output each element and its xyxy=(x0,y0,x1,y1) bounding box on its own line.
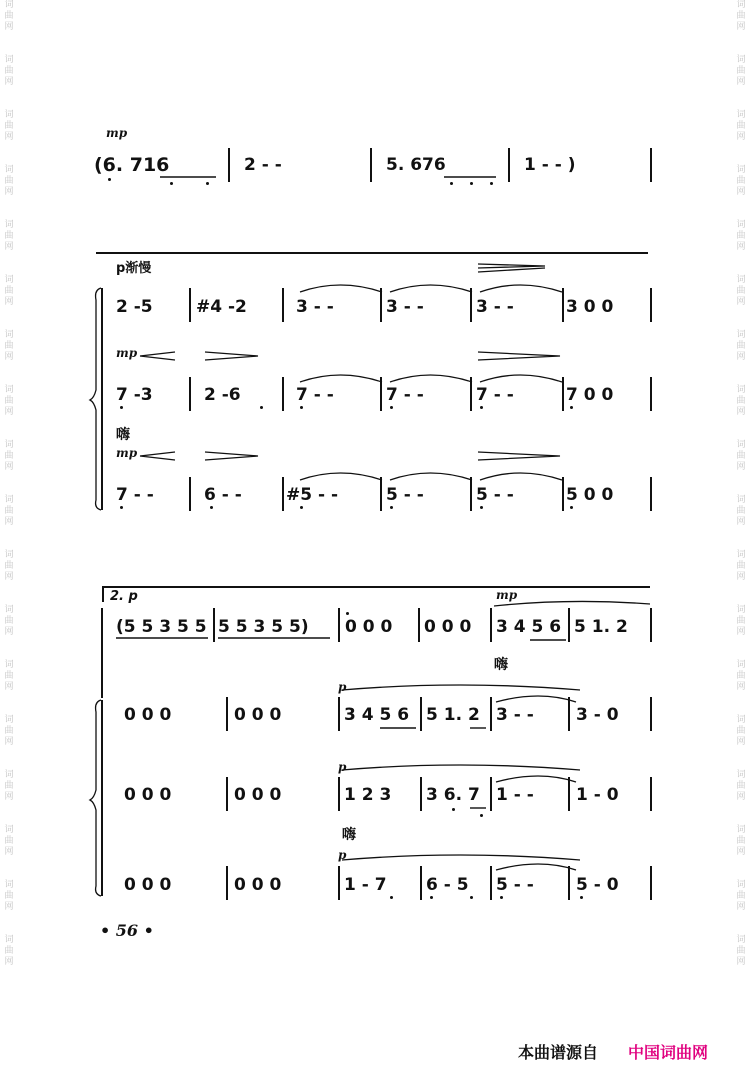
measure: 3 0 0 xyxy=(566,297,614,317)
dynamic-mp: mp xyxy=(116,446,138,460)
watermark-char: 词 xyxy=(736,605,746,615)
watermark-char: 词 xyxy=(736,110,746,120)
dynamic-p: p xyxy=(338,848,347,862)
dynamic-mp: mp xyxy=(106,126,128,140)
octave-dot xyxy=(452,808,455,811)
watermark-char: 词 xyxy=(4,770,14,780)
watermark-char: 词 xyxy=(736,660,746,670)
measure: 1 2 3 xyxy=(344,785,392,805)
measure: 0 0 0 xyxy=(234,705,282,725)
watermark-char: 曲 xyxy=(4,836,14,846)
measure: 2 - - xyxy=(244,155,282,175)
measure: (5 5 3 5 5 xyxy=(116,617,207,637)
watermark-char: 曲 xyxy=(4,341,14,351)
watermark-char: 网 xyxy=(736,792,746,802)
watermark-char: 词 xyxy=(736,0,746,10)
hairpin xyxy=(478,452,560,460)
watermark-char: 曲 xyxy=(4,11,14,21)
measure: 5 - - xyxy=(496,875,534,895)
tie xyxy=(496,864,576,870)
watermark-char: 词 xyxy=(4,165,14,175)
measure: 1 - 7 xyxy=(344,875,387,895)
lyric: 嗨 xyxy=(116,427,130,443)
measure: 3 6. 7 xyxy=(426,785,480,805)
watermark-char: 词 xyxy=(4,825,14,835)
watermark-char: 词 xyxy=(736,440,746,450)
watermark-char: 网 xyxy=(4,572,14,582)
watermark-char: 网 xyxy=(736,462,746,472)
watermark-char: 网 xyxy=(736,957,746,967)
tie xyxy=(300,375,382,382)
measure: 3 4 5 6 xyxy=(344,705,410,725)
watermark-char: 词 xyxy=(4,220,14,230)
watermark-char: 网 xyxy=(736,352,746,362)
watermark-char: 网 xyxy=(736,242,746,252)
slur xyxy=(342,685,580,690)
page-number: • 56 • xyxy=(100,921,154,940)
watermark-char: 网 xyxy=(4,682,14,692)
watermark-char: 网 xyxy=(4,737,14,747)
watermark-char: 曲 xyxy=(736,451,746,461)
watermark-char: 网 xyxy=(4,957,14,967)
watermark-char: 词 xyxy=(4,440,14,450)
watermark-char: 词 xyxy=(736,770,746,780)
octave-dot xyxy=(470,182,473,185)
measure: 5 0 0 xyxy=(566,485,614,505)
watermark-char: 曲 xyxy=(4,561,14,571)
watermark-char: 曲 xyxy=(736,506,746,516)
octave-dot xyxy=(300,506,303,509)
watermark-char: 网 xyxy=(736,297,746,307)
watermark-char: 曲 xyxy=(736,561,746,571)
measure: 5 1. 2 xyxy=(426,705,480,725)
octave-dot xyxy=(390,506,393,509)
watermark-char: 曲 xyxy=(736,231,746,241)
hairpin xyxy=(478,264,545,268)
measure: 0 0 0 xyxy=(234,785,282,805)
measure: 3 - - xyxy=(296,297,334,317)
measure: 3 - - xyxy=(386,297,424,317)
octave-dot xyxy=(170,182,173,185)
watermark-char: 曲 xyxy=(736,836,746,846)
dynamic-p: p xyxy=(338,760,347,774)
watermark-char: 曲 xyxy=(736,341,746,351)
watermark-char: 词 xyxy=(4,55,14,65)
watermark-char: 网 xyxy=(736,847,746,857)
brace xyxy=(90,700,101,896)
measure: 5. 676 xyxy=(386,155,446,175)
watermark-char: 网 xyxy=(736,517,746,527)
watermark-char: 曲 xyxy=(736,781,746,791)
measure: #5 - - xyxy=(286,485,339,505)
watermark-char: 网 xyxy=(4,902,14,912)
measure: 0 0 0 xyxy=(424,617,472,637)
measure: 0 0 0 xyxy=(234,875,282,895)
watermark-char: 词 xyxy=(736,275,746,285)
octave-dot xyxy=(490,182,493,185)
watermark-char: 网 xyxy=(736,187,746,197)
site-name-link[interactable]: 中国词曲网 xyxy=(628,1043,709,1062)
tie xyxy=(390,375,472,382)
watermark-char: 曲 xyxy=(4,506,14,516)
slur xyxy=(342,855,580,860)
watermark-char: 曲 xyxy=(736,671,746,681)
tie xyxy=(300,473,382,480)
octave-dot xyxy=(570,506,573,509)
watermark-char: 曲 xyxy=(4,66,14,76)
measure: 6 - 5 xyxy=(426,875,469,895)
watermark-char: 曲 xyxy=(4,891,14,901)
watermark-char: 曲 xyxy=(4,781,14,791)
watermark-char: 曲 xyxy=(4,671,14,681)
slur xyxy=(342,765,580,770)
watermark-char: 网 xyxy=(4,77,14,87)
hairpin xyxy=(140,352,175,360)
octave-dot xyxy=(108,178,111,181)
volta-ending: 2. p xyxy=(110,589,138,604)
measure: 7 - - xyxy=(116,485,154,505)
watermark-char: 网 xyxy=(4,517,14,527)
watermark-char: 词 xyxy=(4,330,14,340)
watermark-char: 词 xyxy=(736,220,746,230)
hairpin xyxy=(205,352,258,360)
lyric: 嗨 xyxy=(494,657,508,673)
watermark-char: 曲 xyxy=(4,451,14,461)
watermark-char: 曲 xyxy=(4,231,14,241)
watermark-char: 网 xyxy=(736,737,746,747)
tie xyxy=(480,473,562,480)
watermark-char: 词 xyxy=(4,550,14,560)
watermark-char: 词 xyxy=(4,0,14,10)
watermark-char: 曲 xyxy=(736,396,746,406)
watermark-char: 网 xyxy=(4,792,14,802)
hairpin xyxy=(478,352,560,360)
measure: 6 - - xyxy=(204,485,242,505)
watermark-char: 曲 xyxy=(4,946,14,956)
octave-dot xyxy=(300,406,303,409)
watermark-char: 词 xyxy=(4,605,14,615)
watermark-char: 曲 xyxy=(4,286,14,296)
measure: 3 - - xyxy=(496,705,534,725)
watermark-char: 曲 xyxy=(736,616,746,626)
slur xyxy=(494,601,650,606)
watermark-char: 曲 xyxy=(736,176,746,186)
watermark-char: 网 xyxy=(736,902,746,912)
watermark-char: 网 xyxy=(736,682,746,692)
tie xyxy=(390,473,472,480)
watermark-char: 网 xyxy=(4,352,14,362)
watermark-char: 曲 xyxy=(4,396,14,406)
octave-dot xyxy=(346,612,349,615)
octave-dot xyxy=(450,182,453,185)
watermark-char: 网 xyxy=(736,132,746,142)
watermark-char: 词 xyxy=(4,880,14,890)
tie xyxy=(390,285,472,292)
measure: 3 - 0 xyxy=(576,705,619,725)
measure: 7 - - xyxy=(476,385,514,405)
watermark-char: 曲 xyxy=(736,11,746,21)
hairpin xyxy=(478,268,545,272)
octave-dot xyxy=(470,896,473,899)
watermark-char: 词 xyxy=(4,495,14,505)
measure: 0 0 0 xyxy=(345,617,393,637)
octave-dot xyxy=(500,896,503,899)
watermark-char: 曲 xyxy=(4,616,14,626)
watermark-char: 网 xyxy=(4,22,14,32)
measure: 3 - - xyxy=(476,297,514,317)
watermark-char: 网 xyxy=(736,572,746,582)
watermark-char: 曲 xyxy=(4,726,14,736)
measure: 5 1. 2 xyxy=(574,617,628,637)
watermark-char: 词 xyxy=(736,880,746,890)
watermark-char: 词 xyxy=(736,385,746,395)
octave-dot xyxy=(570,406,573,409)
octave-dot xyxy=(580,896,583,899)
watermark-char: 曲 xyxy=(736,121,746,131)
watermark-char: 网 xyxy=(736,627,746,637)
hairpin xyxy=(205,452,258,460)
tie xyxy=(496,776,576,782)
watermark-char: 词 xyxy=(736,550,746,560)
octave-dot xyxy=(120,406,123,409)
tie xyxy=(480,285,562,292)
watermark-char: 网 xyxy=(4,847,14,857)
lyric: 嗨 xyxy=(342,827,356,843)
watermark-char: 网 xyxy=(4,627,14,637)
watermark-char: 曲 xyxy=(4,121,14,131)
watermark-char: 曲 xyxy=(736,726,746,736)
measure: (6. 716 xyxy=(94,154,170,176)
watermark-char: 词 xyxy=(4,715,14,725)
watermark-char: 词 xyxy=(736,55,746,65)
octave-dot xyxy=(480,406,483,409)
watermark-char: 网 xyxy=(4,187,14,197)
watermark-char: 曲 xyxy=(736,66,746,76)
dynamic-mp: mp xyxy=(116,346,138,360)
watermark-char: 词 xyxy=(736,715,746,725)
watermark-char: 词 xyxy=(4,660,14,670)
watermark-char: 网 xyxy=(4,132,14,142)
dynamic-p: p xyxy=(338,680,347,694)
measure: 5 - - xyxy=(476,485,514,505)
measure: 7 - - xyxy=(296,385,334,405)
dynamic-mp: mp xyxy=(496,588,518,602)
watermark-char: 网 xyxy=(736,22,746,32)
watermark-char: 词 xyxy=(4,275,14,285)
watermark-char: 词 xyxy=(736,330,746,340)
watermark-char: 词 xyxy=(736,495,746,505)
tie xyxy=(300,285,382,292)
hairpin xyxy=(140,452,175,460)
watermark-char: 词 xyxy=(736,825,746,835)
measure: 5 - 0 xyxy=(576,875,619,895)
octave-dot xyxy=(390,896,393,899)
measure: 3 4 5 6 xyxy=(496,617,562,637)
watermark-char: 词 xyxy=(4,385,14,395)
octave-dot xyxy=(480,814,483,817)
watermark-char: 网 xyxy=(736,77,746,87)
octave-dot xyxy=(260,406,263,409)
watermark-char: 曲 xyxy=(736,891,746,901)
tempo-marking: p渐慢 xyxy=(116,261,152,276)
watermark-char: 网 xyxy=(4,462,14,472)
watermark-char: 曲 xyxy=(4,176,14,186)
measure: 0 0 0 xyxy=(124,875,172,895)
brace xyxy=(90,288,101,510)
measure: 1 - - xyxy=(496,785,534,805)
watermark-char: 网 xyxy=(4,407,14,417)
watermark-char: 网 xyxy=(736,407,746,417)
octave-dot xyxy=(206,182,209,185)
measure: 0 0 0 xyxy=(124,705,172,725)
measure: 5 - - xyxy=(386,485,424,505)
measure: 1 - - ) xyxy=(524,155,576,175)
watermark-char: 网 xyxy=(4,242,14,252)
source-label: 本曲谱源自 xyxy=(518,1043,599,1062)
octave-dot xyxy=(430,896,433,899)
octave-dot xyxy=(480,506,483,509)
tie xyxy=(480,375,562,382)
watermark-char: 曲 xyxy=(736,286,746,296)
measure: 5 5 3 5 5) xyxy=(218,617,309,637)
octave-dot xyxy=(210,506,213,509)
tie xyxy=(496,696,576,702)
measure: 7 - - xyxy=(386,385,424,405)
octave-dot xyxy=(120,506,123,509)
watermark-char: 词 xyxy=(4,935,14,945)
watermark-char: 词 xyxy=(736,165,746,175)
measure: 0 0 0 xyxy=(124,785,172,805)
measure: 7 0 0 xyxy=(566,385,614,405)
measure: 2 -5 xyxy=(116,297,153,317)
octave-dot xyxy=(390,406,393,409)
watermark-char: 词 xyxy=(736,935,746,945)
watermark-char: 网 xyxy=(4,297,14,307)
watermark-char: 曲 xyxy=(736,946,746,956)
measure: 7 -3 xyxy=(116,385,153,405)
measure: 1 - 0 xyxy=(576,785,619,805)
watermark-char: 词 xyxy=(4,110,14,120)
measure: #4 -2 xyxy=(196,297,247,317)
measure: 2 -6 xyxy=(204,385,241,405)
